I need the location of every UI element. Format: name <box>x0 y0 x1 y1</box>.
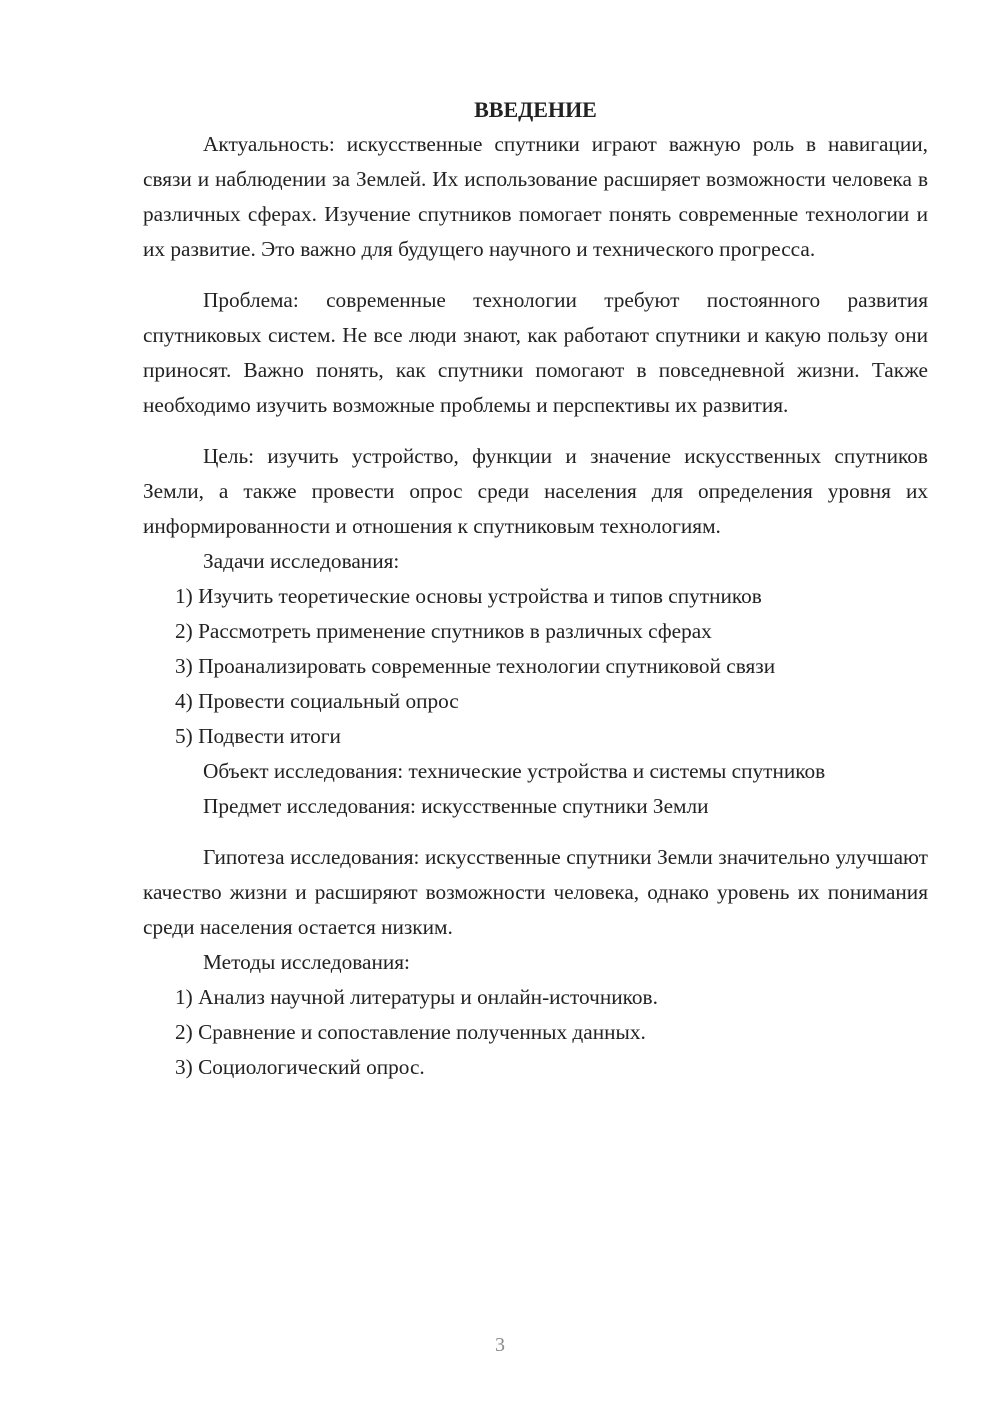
task-item: 1) Изучить теоретические основы устройства и типов спутников <box>175 584 762 608</box>
goal-paragraph: Цель: изучить устройство, функции и значение искусственных спутников Земли, а также провести опрос среди населения для определения уровня их информированности и отношения к спутниковым технологиям. <box>143 444 928 538</box>
section-title: ВВЕДЕНИЕ <box>474 97 597 122</box>
hypothesis-paragraph: Гипотеза исследования: искусственные спутники Земли значительно улучшают качество жизни и расширяют возможности человека, однако уровень их понимания среди населения остается низким. <box>143 845 928 939</box>
document-page <box>143 93 928 1085</box>
method-item: 2) Сравнение и сопоставление полученных данных. <box>175 1020 646 1044</box>
task-item: 4) Провести социальный опрос <box>175 689 459 713</box>
task-item: 3) Проанализировать современные технологии спутниковой связи <box>175 654 776 678</box>
research-subject: Предмет исследования: искусственные спутники Земли <box>203 794 709 818</box>
relevance-paragraph: Актуальность: искусственные спутники играют важную роль в навигации, связи и наблюдении за Землей. Их использование расширяет возможности человека в различных сферах. Изучение спутников помогает понять современные технологии и их развитие. Это важно для будущего научного и технического прогресса. <box>143 132 928 261</box>
tasks-heading: Задачи исследования: <box>203 549 400 573</box>
method-item: 3) Социологический опрос. <box>175 1055 425 1079</box>
task-item: 2) Рассмотреть применение спутников в различных сферах <box>175 619 712 643</box>
research-object: Объект исследования: технические устройства и системы спутников <box>203 759 826 783</box>
methods-heading: Методы исследования: <box>203 950 410 974</box>
page-number: 3 <box>495 1334 505 1356</box>
problem-paragraph: Проблема: современные технологии требуют постоянного развития спутниковых систем. Не все люди знают, как работают спутники и какую пользу они приносят. Важно понять, как спутники помогают в повседневной жизни. Также необходимо изучить возможные проблемы и перспективы их развития. <box>143 288 928 417</box>
method-item: 1) Анализ научной литературы и онлайн-источников. <box>175 985 658 1009</box>
task-item: 5) Подвести итоги <box>175 724 341 748</box>
